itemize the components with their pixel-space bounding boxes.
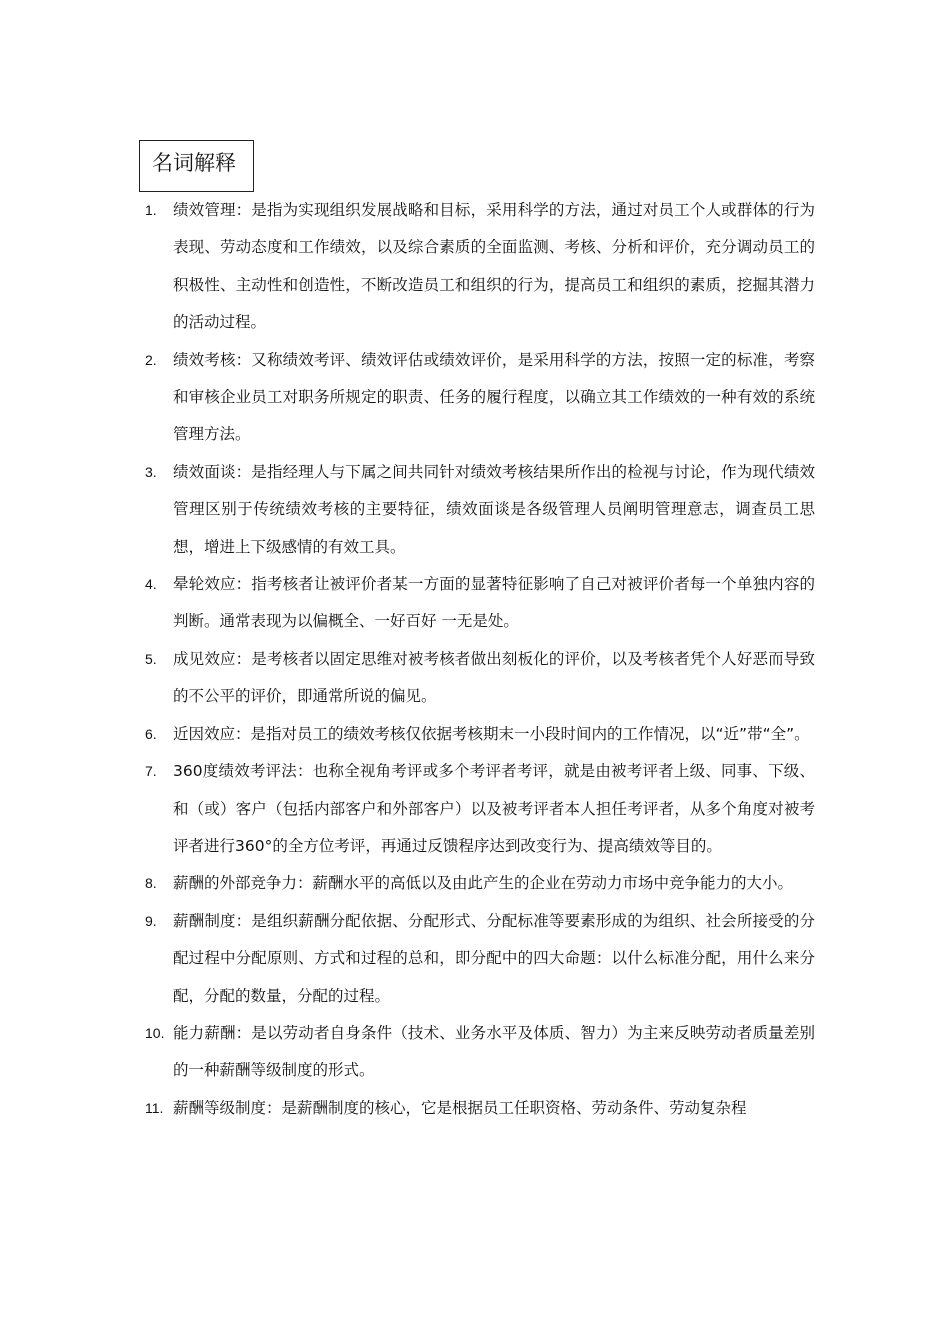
- item-text: 绩效面谈：是指经理人与下属之间共同针对绩效考核结果所作出的检视与讨论，作为现代绩效管理区别于传统绩效考核的主要特征，绩效面谈是各级管理人员阐明管理意志，调查员工思想，增进上下级感情的有效工具。: [173, 462, 815, 556]
- item-text: 近因效应：是指对员工的绩效考核仅依据考核期末一小段时间内的工作情况，以“近”带“全”。: [173, 724, 810, 743]
- item-number: 2.: [145, 351, 157, 368]
- list-item: [145, 903, 815, 1015]
- list-item: [145, 716, 815, 753]
- item-number: 5.: [145, 650, 157, 667]
- item-number: 10.: [145, 1024, 165, 1041]
- list-item: [145, 1090, 815, 1127]
- term-list: [145, 192, 815, 1127]
- item-text: 薪酬制度：是组织薪酬分配依据、分配形式、分配标准等要素形成的为组织、社会所接受的分配过程中分配原则、方式和过程的总和，即分配中的四大命题：以什么标准分配，用什么来分配，分配的数量，分配的过程。: [173, 911, 815, 1005]
- section-heading: 名词解释: [139, 140, 254, 192]
- list-item: [145, 342, 815, 454]
- item-text: 能力薪酬：是以劳动者自身条件（技术、业务水平及体质、智力）为主来反映劳动者质量差别的一种薪酬等级制度的形式。: [173, 1023, 815, 1080]
- item-number: 9.: [145, 912, 157, 929]
- list-item: [145, 865, 815, 902]
- item-text: 晕轮效应：指考核者让被评价者某一方面的显著特征影响了自己对被评价者每一个单独内容的判断。通常表现为以偏概全、一好百好 一无是处。: [173, 575, 815, 631]
- item-text: 绩效考核：又称绩效考评、绩效评估或绩效评价，是采用科学的方法，按照一定的标准，考察和审核企业员工对职务所规定的职责、任务的履行程度，以确立其工作绩效的一种有效的系统管理方法。: [173, 350, 815, 444]
- list-item: [145, 641, 815, 716]
- item-text: 360度绩效考评法：也称全视角考评或多个考评者考评，就是由被考评者上级、同事、下级、和（或）客户（包括内部客户和外部客户）以及被考评者本人担任考评者，从多个角度对被考评者进行360°的全方位考评，再通过反馈程序达到改变行为、提高绩效等目的。: [173, 762, 815, 855]
- item-number: 7.: [145, 763, 157, 780]
- list-item: [145, 192, 815, 342]
- item-number: 1.: [145, 202, 157, 218]
- item-text: 成见效应：是考核者以固定思维对被考核者做出刻板化的评价，以及考核者凭个人好恶而导致的不公平的评价，即通常所说的偏见。: [173, 649, 815, 706]
- item-number: 8.: [145, 875, 157, 892]
- item-number: 4.: [145, 576, 157, 593]
- item-number: 3.: [145, 463, 157, 480]
- item-text: 绩效管理：是指为实现组织发展战略和目标，采用科学的方法，通过对员工个人或群体的行为表现、劳动态度和工作绩效，以及综合素质的全面监测、考核、分析和评价，充分调动员工的积极性、主动性和创造性，不断改造员工和组织的行为，提高员工和组织的素质，挖掘其潜力的活动过程。: [173, 201, 815, 332]
- list-item: [145, 753, 815, 865]
- list-item: [145, 1015, 815, 1090]
- item-text: 薪酬等级制度：是薪酬制度的核心，它是根据员工任职资格、劳动条件、劳动复杂程: [173, 1098, 747, 1117]
- item-number: 11.: [145, 1099, 164, 1116]
- item-text: 薪酬的外部竞争力：薪酬水平的高低以及由此产生的企业在劳动力市场中竞争能力的大小。: [173, 874, 794, 893]
- list-item: [145, 566, 815, 641]
- list-item: [145, 454, 815, 566]
- item-number: 6.: [145, 725, 157, 742]
